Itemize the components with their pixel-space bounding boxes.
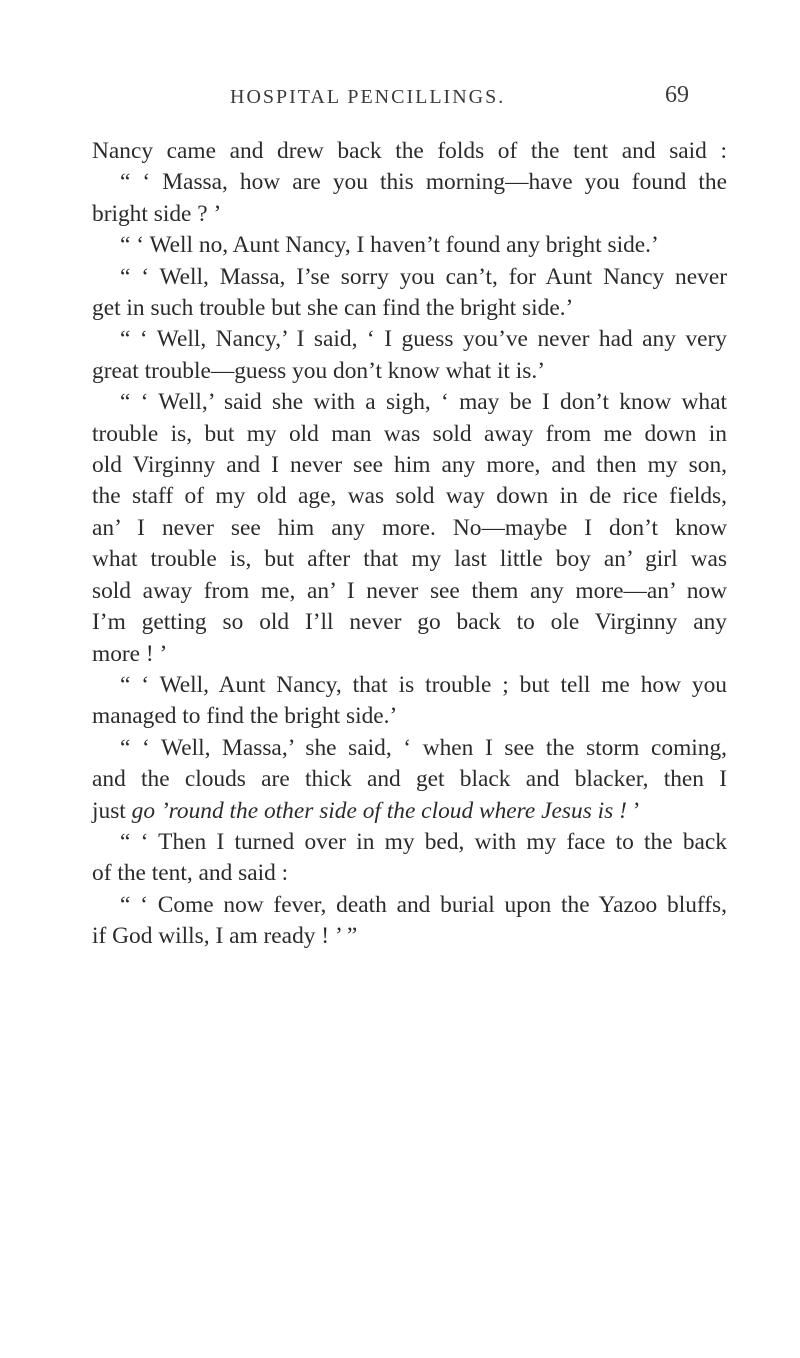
- text-segment: ’: [626, 797, 641, 824]
- text-line: an’ I never see him any more. No—maybe I don’t know: [92, 514, 727, 541]
- text-line: the staff of my old age, was sold way down in de rice fields,: [92, 483, 727, 510]
- text-line: “ ‘ Well, Massa, I’se sorry you can’t, for Aunt Nancy never: [120, 263, 727, 290]
- text-line: bright side ? ’: [92, 200, 222, 227]
- text-line: sold away from me, an’ I never see them any more—an’ now: [92, 577, 727, 604]
- body-text: [92, 136, 727, 953]
- text-line: I’m getting so old I’ll never go back to ole Virginny any: [92, 609, 727, 636]
- text-line: get in such trouble but she can find the bright side.’: [92, 295, 574, 322]
- page-number: 69: [665, 82, 689, 108]
- text-line: old Virginny and I never see him any more, and then my son,: [92, 452, 727, 479]
- text-line: “ ‘ Come now fever, death and burial upon the Yazoo bluffs,: [120, 891, 727, 918]
- italic-text: go ’round the other side of the cloud where Jesus is !: [131, 797, 627, 824]
- text-line: “ ‘ Massa, how are you this morning—have you found the: [120, 169, 727, 196]
- text-line: trouble is, but my old man was sold away from me down in: [92, 420, 727, 447]
- running-head: HOSPITAL PENCILLINGS.: [230, 86, 506, 108]
- text-line: of the tent, and said :: [92, 860, 289, 887]
- text-line: [92, 796, 727, 827]
- text-segment: just: [92, 797, 132, 824]
- text-line: “ ‘ Well,’ said she with a sigh, ‘ may be I don’t know what: [120, 389, 727, 416]
- text-line: Nancy came and drew back the folds of the tent and said :: [92, 138, 727, 164]
- text-line: “ ‘ Then I turned over in my bed, with my face to the back: [120, 828, 727, 855]
- text-line: managed to find the bright side.’: [92, 703, 398, 730]
- text-line: “ ‘ Well, Aunt Nancy, that is trouble ; but tell me how you: [120, 671, 727, 698]
- text-line: if God wills, I am ready ! ’ ”: [92, 923, 358, 950]
- text-line: great trouble—guess you don’t know what it is.’: [92, 357, 546, 384]
- text-line: “ ‘ Well, Nancy,’ I said, ‘ I guess you’ve never had any very: [120, 326, 727, 353]
- text-line: what trouble is, but after that my last little boy an’ girl was: [92, 546, 727, 573]
- text-line: “ ‘ Well, Massa,’ she said, ‘ when I see the storm coming,: [120, 734, 727, 761]
- text-line: “ ‘ Well no, Aunt Nancy, I haven’t found any bright side.’: [120, 232, 659, 259]
- text-line: and the clouds are thick and get black and blacker, then I: [92, 766, 727, 793]
- text-line: more ! ’: [92, 640, 168, 667]
